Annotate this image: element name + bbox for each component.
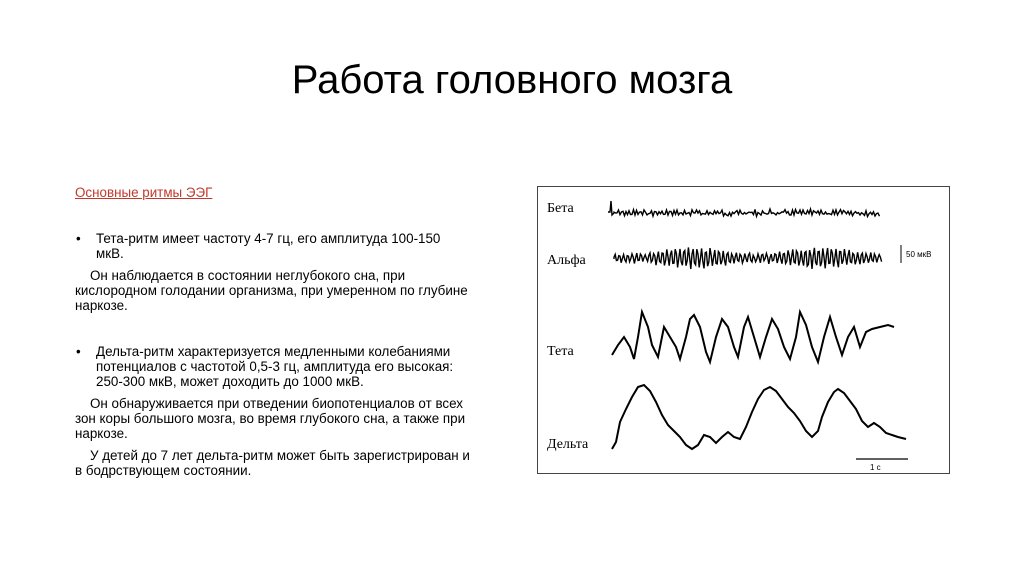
theta-paragraph: Он наблюдается в состоянии неглубокого сна, при кислородном голодании организма, при умеренном по глубине наркозе. [75, 268, 468, 313]
children-paragraph: У детей до 7 лет дельта-ритм может быть зарегистрирован и в бодрствующем состоянии. [75, 448, 470, 478]
delta-bullet: • Дельта-ритм характеризуется медленными колебаниями потенциалов с частотой 0,5-3 гц, амплитуда его высокая: 250-300 мкВ, может доходить до 1000 мкВ. [75, 344, 470, 389]
alpha-label: Альфа [547, 253, 586, 268]
theta-label: Тета [547, 344, 574, 359]
amplitude-scale-label: 50 мкВ [906, 250, 932, 259]
alpha-wave [614, 247, 882, 269]
beta-label: Бета [547, 201, 574, 216]
slide-title: Работа головного мозга [291, 58, 733, 102]
text-content [75, 185, 470, 478]
eeg-traces [538, 187, 951, 475]
beta-wave [608, 201, 880, 217]
theta-wave [612, 312, 894, 362]
delta-wave [612, 385, 906, 449]
delta-paragraph: Он обнаруживается при отведении биопотенциалов от всех зон коры большого мозга, во время глубокого сна, а также при наркозе. [75, 396, 466, 441]
delta-label: Дельта [547, 437, 589, 452]
section-subtitle-link[interactable]: Основные ритмы ЭЭГ [75, 185, 213, 200]
time-scale-label: 1 с [870, 463, 881, 472]
theta-bullet: • Тета-ритм имеет частоту 4-7 гц, его амплитуда 100-150 мкВ. [75, 231, 470, 261]
eeg-figure [537, 186, 950, 474]
